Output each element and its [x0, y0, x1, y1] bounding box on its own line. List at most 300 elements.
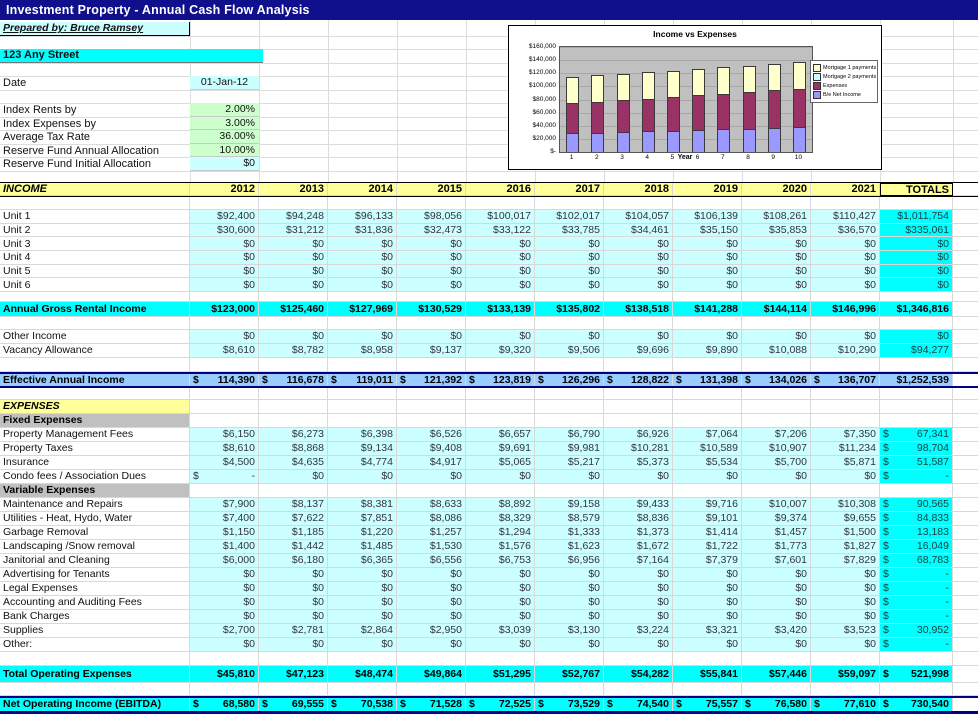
cell[interactable]: $6,526 — [397, 428, 466, 442]
total-cell[interactable] — [880, 456, 953, 470]
cell[interactable]: $100,017 — [466, 210, 535, 224]
cell[interactable]: $0 — [811, 596, 880, 610]
filler-cell[interactable] — [953, 330, 978, 344]
row-label[interactable]: Bank Charges — [0, 610, 190, 624]
cell[interactable]: $33,785 — [535, 224, 604, 238]
cell[interactable]: $6,926 — [604, 428, 673, 442]
cell[interactable]: $130,529 — [397, 302, 466, 317]
cell[interactable]: $5,065 — [466, 456, 535, 470]
cell[interactable] — [328, 197, 397, 210]
row-label[interactable]: Unit 4 — [0, 251, 190, 265]
cell[interactable]: $5,373 — [604, 456, 673, 470]
cell[interactable]: $0 — [742, 237, 811, 251]
cell[interactable]: $0 — [466, 278, 535, 292]
cell[interactable]: $3,420 — [742, 624, 811, 638]
cell[interactable]: $0 — [742, 596, 811, 610]
cell[interactable] — [190, 484, 259, 498]
cell[interactable]: $1,623 — [535, 540, 604, 554]
row-label[interactable]: Unit 1 — [0, 210, 190, 224]
cell[interactable] — [673, 400, 742, 414]
cell[interactable]: $1,827 — [811, 540, 880, 554]
cell[interactable]: $0 — [673, 278, 742, 292]
cell[interactable]: $0 — [673, 237, 742, 251]
cell[interactable]: $10,589 — [673, 442, 742, 456]
cell[interactable] — [190, 683, 259, 696]
cell[interactable] — [259, 292, 328, 302]
cell[interactable] — [190, 698, 259, 711]
filler-cell[interactable] — [953, 400, 978, 414]
cell[interactable] — [397, 358, 466, 372]
cell[interactable] — [466, 400, 535, 414]
cell[interactable]: $0 — [397, 568, 466, 582]
cell[interactable]: $0 — [190, 582, 259, 596]
row-label[interactable]: Vacancy Allowance — [0, 344, 190, 358]
cell[interactable]: $0 — [466, 237, 535, 251]
cell[interactable]: $9,716 — [673, 498, 742, 512]
cell[interactable] — [673, 484, 742, 498]
cell[interactable]: $9,691 — [466, 442, 535, 456]
cell[interactable]: $3,039 — [466, 624, 535, 638]
cell[interactable]: $0 — [328, 278, 397, 292]
cell[interactable]: $0 — [604, 330, 673, 344]
cell[interactable]: $0 — [742, 278, 811, 292]
total-cell[interactable]: $0 — [880, 237, 953, 251]
cell[interactable]: $9,408 — [397, 442, 466, 456]
filler-cell[interactable] — [953, 358, 978, 372]
param-value[interactable]: 2.00% — [190, 103, 259, 117]
cell[interactable]: $10,281 — [604, 442, 673, 456]
cell[interactable]: $7,400 — [190, 512, 259, 526]
total-cell[interactable] — [880, 292, 953, 302]
cell[interactable] — [190, 414, 259, 428]
cell[interactable]: $144,114 — [742, 302, 811, 317]
cell[interactable]: $0 — [535, 278, 604, 292]
cell[interactable]: $0 — [259, 638, 328, 652]
cell[interactable] — [742, 484, 811, 498]
cell[interactable]: $0 — [673, 470, 742, 484]
cell[interactable]: $0 — [397, 237, 466, 251]
cell[interactable] — [328, 400, 397, 414]
cell[interactable] — [742, 292, 811, 302]
cell[interactable]: $0 — [604, 237, 673, 251]
cell[interactable] — [397, 683, 466, 696]
cell[interactable]: $1,414 — [673, 526, 742, 540]
cell[interactable] — [811, 698, 880, 711]
row-label[interactable]: Janitorial and Cleaning — [0, 554, 190, 568]
cell[interactable] — [742, 317, 811, 330]
cell[interactable] — [328, 683, 397, 696]
year-column-header[interactable]: 2013 — [259, 183, 328, 196]
cell[interactable]: $127,969 — [328, 302, 397, 317]
cell[interactable]: $0 — [190, 610, 259, 624]
total-cell[interactable] — [880, 470, 953, 484]
cell[interactable] — [259, 197, 328, 210]
total-cell[interactable] — [880, 484, 953, 498]
year-column-header[interactable]: 2014 — [328, 183, 397, 196]
cell[interactable]: $0 — [259, 278, 328, 292]
cell[interactable]: $31,836 — [328, 224, 397, 238]
cell[interactable]: $30,600 — [190, 224, 259, 238]
totals-column-header[interactable]: TOTALS — [880, 183, 953, 196]
cell[interactable]: $0 — [190, 265, 259, 279]
cell[interactable]: $36,570 — [811, 224, 880, 238]
filler-cell[interactable] — [953, 344, 978, 358]
cell[interactable]: $125,460 — [259, 302, 328, 317]
cell[interactable]: $0 — [535, 638, 604, 652]
row-label[interactable]: Utilities - Heat, Hydo, Water — [0, 512, 190, 526]
cell[interactable]: $6,000 — [190, 554, 259, 568]
cell[interactable]: $0 — [535, 251, 604, 265]
cell[interactable] — [604, 358, 673, 372]
cell[interactable]: $0 — [811, 278, 880, 292]
year-column-header[interactable]: 2012 — [190, 183, 259, 196]
filler-cell[interactable] — [953, 374, 978, 386]
cell[interactable]: $1,442 — [259, 540, 328, 554]
cell[interactable]: $0 — [673, 638, 742, 652]
cell[interactable]: $0 — [328, 568, 397, 582]
cell[interactable] — [811, 400, 880, 414]
cell[interactable] — [742, 698, 811, 711]
cell[interactable]: $106,139 — [673, 210, 742, 224]
cell[interactable] — [811, 388, 880, 400]
cell[interactable]: $0 — [535, 330, 604, 344]
cell[interactable]: $9,890 — [673, 344, 742, 358]
cell[interactable]: $94,248 — [259, 210, 328, 224]
total-cell[interactable] — [880, 698, 953, 711]
cell[interactable]: $7,622 — [259, 512, 328, 526]
cell[interactable] — [535, 683, 604, 696]
cell[interactable] — [604, 197, 673, 210]
cell[interactable]: $9,137 — [397, 344, 466, 358]
cell[interactable] — [466, 388, 535, 400]
filler-cell[interactable] — [953, 183, 978, 196]
filler-cell[interactable] — [953, 456, 978, 470]
cell[interactable] — [604, 388, 673, 400]
cell[interactable]: $1,457 — [742, 526, 811, 540]
total-cell[interactable]: $1,252,539 — [880, 374, 953, 386]
cell[interactable]: $7,601 — [742, 554, 811, 568]
filler-cell[interactable] — [953, 498, 978, 512]
cell[interactable]: $98,056 — [397, 210, 466, 224]
cell[interactable] — [535, 197, 604, 210]
total-cell[interactable] — [880, 666, 953, 683]
cell[interactable]: $45,810 — [190, 666, 259, 683]
row-label[interactable]: Other Income — [0, 330, 190, 344]
cell[interactable]: $6,556 — [397, 554, 466, 568]
cell[interactable] — [673, 292, 742, 302]
row-label[interactable]: Unit 3 — [0, 237, 190, 251]
total-cell[interactable] — [880, 388, 953, 400]
cell[interactable] — [466, 414, 535, 428]
cell[interactable]: $32,473 — [397, 224, 466, 238]
total-cell[interactable] — [880, 610, 953, 624]
cell[interactable]: $0 — [466, 265, 535, 279]
cell[interactable]: $57,446 — [742, 666, 811, 683]
cell[interactable] — [259, 652, 328, 666]
cell[interactable]: $7,851 — [328, 512, 397, 526]
cell[interactable]: $0 — [742, 568, 811, 582]
cell[interactable]: $7,379 — [673, 554, 742, 568]
cell[interactable]: $146,996 — [811, 302, 880, 317]
cell[interactable]: $35,853 — [742, 224, 811, 238]
cell[interactable]: $0 — [328, 638, 397, 652]
cell[interactable]: $0 — [328, 596, 397, 610]
cell[interactable]: $48,474 — [328, 666, 397, 683]
cell[interactable]: $10,290 — [811, 344, 880, 358]
cell[interactable] — [397, 652, 466, 666]
cell[interactable]: $96,133 — [328, 210, 397, 224]
cell[interactable] — [190, 652, 259, 666]
cell[interactable]: $123,000 — [190, 302, 259, 317]
cell[interactable] — [742, 388, 811, 400]
filler-cell[interactable] — [953, 582, 978, 596]
cell[interactable]: $0 — [190, 330, 259, 344]
cell[interactable]: $0 — [535, 596, 604, 610]
param-value[interactable]: 10.00% — [190, 144, 259, 158]
cell[interactable] — [742, 683, 811, 696]
cell[interactable]: $3,321 — [673, 624, 742, 638]
cell[interactable]: $9,320 — [466, 344, 535, 358]
cell[interactable]: $1,400 — [190, 540, 259, 554]
filler-cell[interactable] — [953, 596, 978, 610]
cell[interactable]: $0 — [673, 568, 742, 582]
year-column-header[interactable]: 2020 — [742, 183, 811, 196]
filler-cell[interactable] — [953, 638, 978, 652]
cell[interactable] — [535, 652, 604, 666]
total-cell[interactable] — [880, 428, 953, 442]
cell[interactable]: $0 — [190, 596, 259, 610]
cell[interactable]: $2,864 — [328, 624, 397, 638]
total-cell[interactable] — [880, 596, 953, 610]
cell[interactable] — [328, 698, 397, 711]
cell[interactable]: $0 — [259, 265, 328, 279]
cell[interactable]: $0 — [604, 470, 673, 484]
cell[interactable]: $34,461 — [604, 224, 673, 238]
cell[interactable]: $0 — [397, 610, 466, 624]
cell[interactable] — [190, 374, 259, 386]
cell[interactable]: $1,773 — [742, 540, 811, 554]
filler-cell[interactable] — [953, 197, 978, 210]
cell[interactable]: $0 — [466, 582, 535, 596]
cell[interactable] — [811, 414, 880, 428]
filler-cell[interactable] — [953, 388, 978, 400]
cell[interactable] — [259, 400, 328, 414]
cell[interactable] — [673, 388, 742, 400]
cell[interactable]: $0 — [466, 638, 535, 652]
cell[interactable] — [190, 197, 259, 210]
cell[interactable] — [466, 317, 535, 330]
cell[interactable] — [259, 358, 328, 372]
row-label[interactable] — [0, 652, 190, 666]
cell[interactable]: $10,308 — [811, 498, 880, 512]
cell[interactable]: $0 — [259, 251, 328, 265]
cell[interactable]: $4,917 — [397, 456, 466, 470]
row-label[interactable]: Insurance — [0, 456, 190, 470]
cell[interactable]: $3,130 — [535, 624, 604, 638]
cell[interactable]: $7,206 — [742, 428, 811, 442]
cell[interactable]: $10,007 — [742, 498, 811, 512]
cell[interactable] — [673, 698, 742, 711]
cell[interactable]: $3,523 — [811, 624, 880, 638]
cell[interactable]: $0 — [811, 251, 880, 265]
prepared-by-cell[interactable]: Prepared by: Bruce Ramsey — [0, 22, 190, 36]
filler-cell[interactable] — [953, 610, 978, 624]
cell[interactable] — [259, 414, 328, 428]
row-label[interactable]: Unit 6 — [0, 278, 190, 292]
cell[interactable]: $0 — [673, 330, 742, 344]
cell[interactable]: $0 — [259, 330, 328, 344]
cell[interactable]: $54,282 — [604, 666, 673, 683]
filler-cell[interactable] — [953, 666, 978, 683]
cell[interactable] — [535, 698, 604, 711]
cell[interactable] — [466, 292, 535, 302]
cell[interactable] — [535, 374, 604, 386]
filler-cell[interactable] — [953, 302, 978, 317]
year-column-header[interactable]: 2016 — [466, 183, 535, 196]
cell[interactable]: $135,802 — [535, 302, 604, 317]
cell[interactable]: $8,610 — [190, 344, 259, 358]
row-label[interactable]: Variable Expenses — [0, 484, 190, 498]
cell[interactable]: $0 — [190, 278, 259, 292]
cell[interactable]: $1,294 — [466, 526, 535, 540]
cell[interactable]: $4,635 — [259, 456, 328, 470]
filler-cell[interactable] — [953, 414, 978, 428]
cell[interactable]: $6,150 — [190, 428, 259, 442]
cell[interactable]: $0 — [673, 265, 742, 279]
cell[interactable]: $6,657 — [466, 428, 535, 442]
year-column-header[interactable]: 2018 — [604, 183, 673, 196]
cell[interactable]: $7,829 — [811, 554, 880, 568]
cell[interactable]: $141,288 — [673, 302, 742, 317]
filler-cell[interactable] — [953, 470, 978, 484]
cell[interactable]: $0 — [328, 251, 397, 265]
total-cell[interactable] — [880, 526, 953, 540]
cell[interactable]: $0 — [673, 251, 742, 265]
cell[interactable]: $0 — [811, 237, 880, 251]
cell[interactable] — [259, 683, 328, 696]
total-cell[interactable] — [880, 197, 953, 210]
cell[interactable] — [259, 484, 328, 498]
cell[interactable]: $0 — [397, 470, 466, 484]
cell[interactable]: $10,907 — [742, 442, 811, 456]
cell[interactable]: $1,257 — [397, 526, 466, 540]
cell[interactable]: $5,871 — [811, 456, 880, 470]
total-cell[interactable] — [880, 358, 953, 372]
total-cell[interactable] — [880, 442, 953, 456]
cell[interactable]: $0 — [328, 237, 397, 251]
total-cell[interactable] — [880, 512, 953, 526]
cell[interactable]: $31,212 — [259, 224, 328, 238]
cell[interactable] — [673, 358, 742, 372]
cell[interactable] — [673, 317, 742, 330]
cell[interactable]: $138,518 — [604, 302, 673, 317]
cell[interactable] — [328, 292, 397, 302]
year-column-header[interactable]: 2019 — [673, 183, 742, 196]
total-cell[interactable] — [880, 568, 953, 582]
cell[interactable] — [466, 698, 535, 711]
cell[interactable]: $0 — [328, 582, 397, 596]
cell[interactable]: $0 — [811, 568, 880, 582]
cell[interactable]: $92,400 — [190, 210, 259, 224]
cell[interactable]: $8,892 — [466, 498, 535, 512]
cell[interactable]: $0 — [742, 610, 811, 624]
filler-cell[interactable] — [953, 512, 978, 526]
cell[interactable]: $0 — [328, 610, 397, 624]
cell[interactable]: $0 — [397, 251, 466, 265]
cell[interactable]: $9,981 — [535, 442, 604, 456]
cell[interactable] — [673, 374, 742, 386]
cell[interactable] — [190, 317, 259, 330]
row-label[interactable] — [0, 683, 190, 696]
cell[interactable]: $0 — [742, 265, 811, 279]
row-label[interactable] — [0, 292, 190, 302]
cell[interactable]: $0 — [259, 237, 328, 251]
cell[interactable] — [259, 317, 328, 330]
cell[interactable]: $9,158 — [535, 498, 604, 512]
cell[interactable]: $0 — [397, 638, 466, 652]
total-cell[interactable] — [880, 540, 953, 554]
row-label[interactable]: Unit 5 — [0, 265, 190, 279]
cell[interactable]: $1,185 — [259, 526, 328, 540]
cell[interactable]: $9,433 — [604, 498, 673, 512]
row-label[interactable]: Effective Annual Income — [0, 374, 190, 386]
cell[interactable]: $0 — [397, 330, 466, 344]
cell[interactable] — [811, 484, 880, 498]
cell[interactable]: $6,398 — [328, 428, 397, 442]
cell[interactable]: $0 — [328, 265, 397, 279]
cell[interactable]: $0 — [673, 610, 742, 624]
filler-cell[interactable] — [953, 540, 978, 554]
total-cell[interactable]: $335,061 — [880, 224, 953, 238]
cell[interactable] — [535, 388, 604, 400]
cell[interactable] — [742, 197, 811, 210]
cell[interactable]: $0 — [259, 582, 328, 596]
cell[interactable]: $6,365 — [328, 554, 397, 568]
cell[interactable] — [397, 698, 466, 711]
cell[interactable]: $9,696 — [604, 344, 673, 358]
total-cell[interactable] — [880, 554, 953, 568]
cell[interactable]: $9,506 — [535, 344, 604, 358]
cell[interactable] — [535, 484, 604, 498]
cell[interactable]: $7,064 — [673, 428, 742, 442]
cell[interactable]: $0 — [673, 582, 742, 596]
cell[interactable]: $0 — [811, 470, 880, 484]
cell[interactable]: $0 — [535, 610, 604, 624]
cell[interactable]: $1,373 — [604, 526, 673, 540]
filler-cell[interactable] — [953, 237, 978, 251]
cell[interactable]: $0 — [190, 237, 259, 251]
filler-cell[interactable] — [953, 624, 978, 638]
cell[interactable]: $0 — [190, 638, 259, 652]
cell[interactable] — [604, 317, 673, 330]
cell[interactable]: $4,500 — [190, 456, 259, 470]
cell[interactable] — [328, 652, 397, 666]
cell[interactable]: $0 — [259, 596, 328, 610]
cell[interactable]: $0 — [259, 470, 328, 484]
cell[interactable]: $1,530 — [397, 540, 466, 554]
param-value[interactable]: 36.00% — [190, 130, 259, 144]
filler-cell[interactable] — [953, 698, 978, 711]
cell[interactable] — [742, 414, 811, 428]
cell[interactable]: $0 — [190, 568, 259, 582]
cell[interactable]: $1,576 — [466, 540, 535, 554]
cell[interactable]: $1,220 — [328, 526, 397, 540]
year-column-header[interactable]: 2017 — [535, 183, 604, 196]
cell[interactable]: $8,381 — [328, 498, 397, 512]
cell[interactable] — [535, 292, 604, 302]
cell[interactable]: $7,164 — [604, 554, 673, 568]
cell[interactable]: $55,841 — [673, 666, 742, 683]
